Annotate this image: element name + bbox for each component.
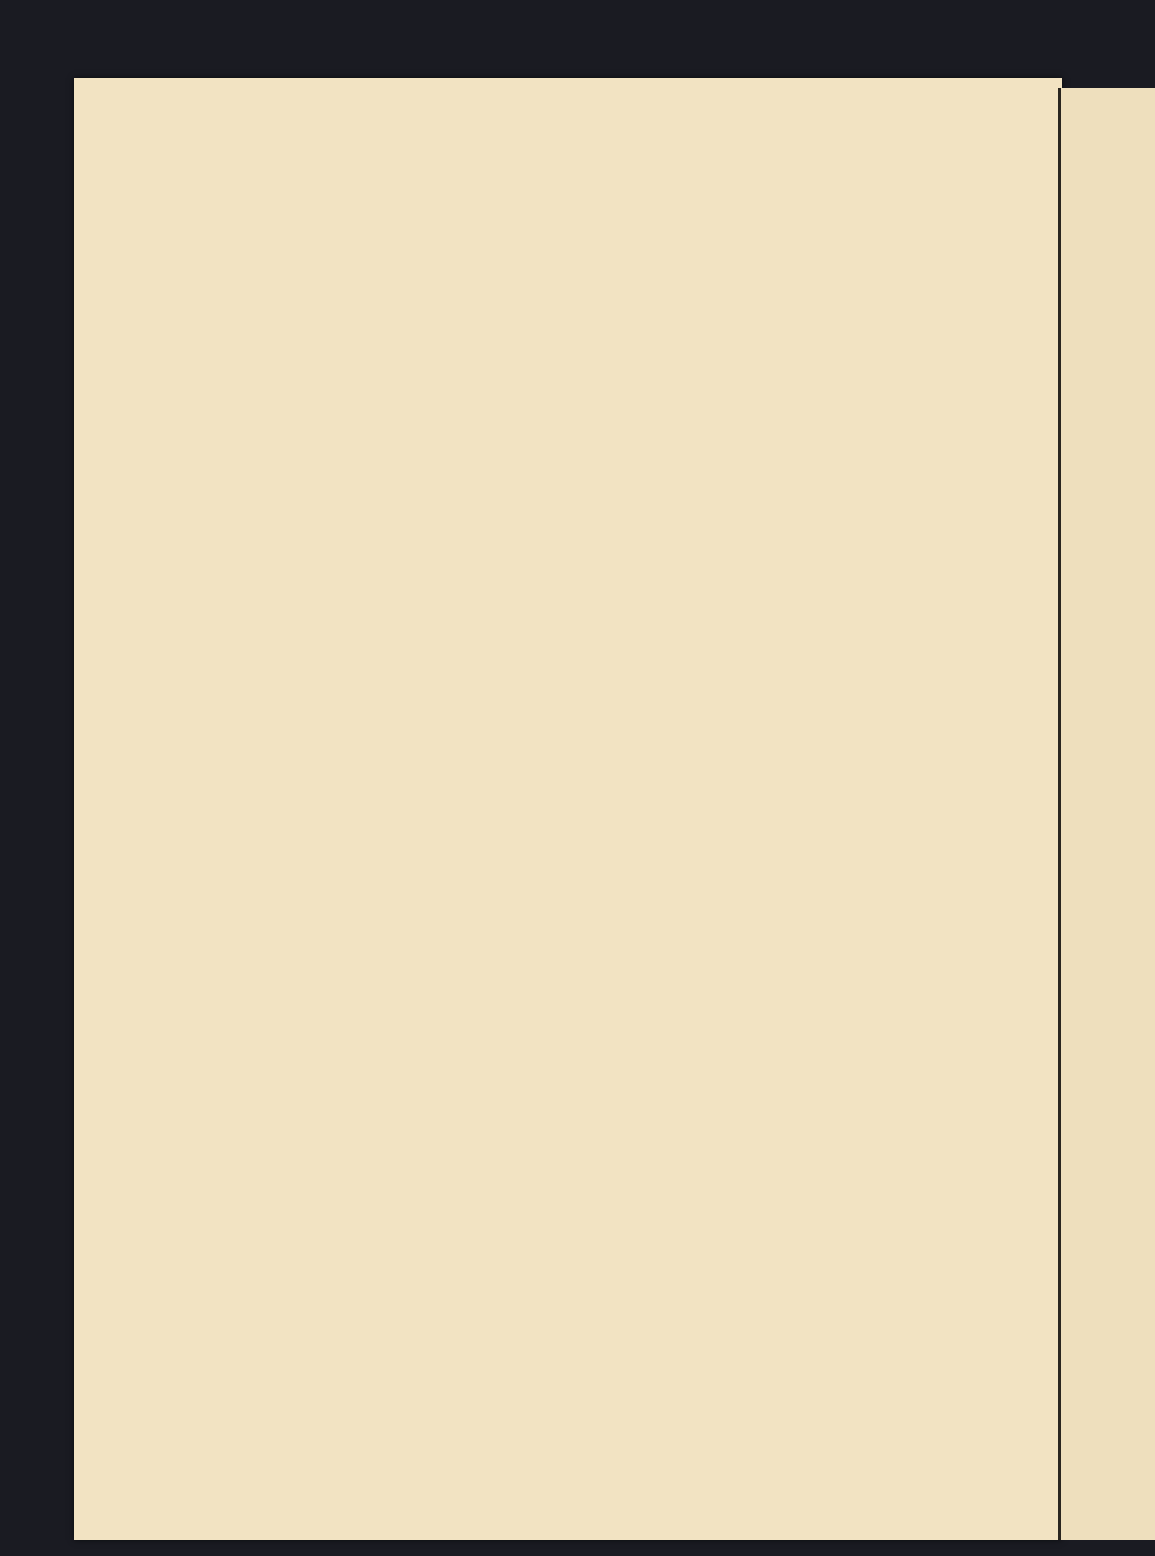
document-page bbox=[74, 78, 1062, 1540]
right-page-fragment bbox=[1058, 88, 1155, 1540]
